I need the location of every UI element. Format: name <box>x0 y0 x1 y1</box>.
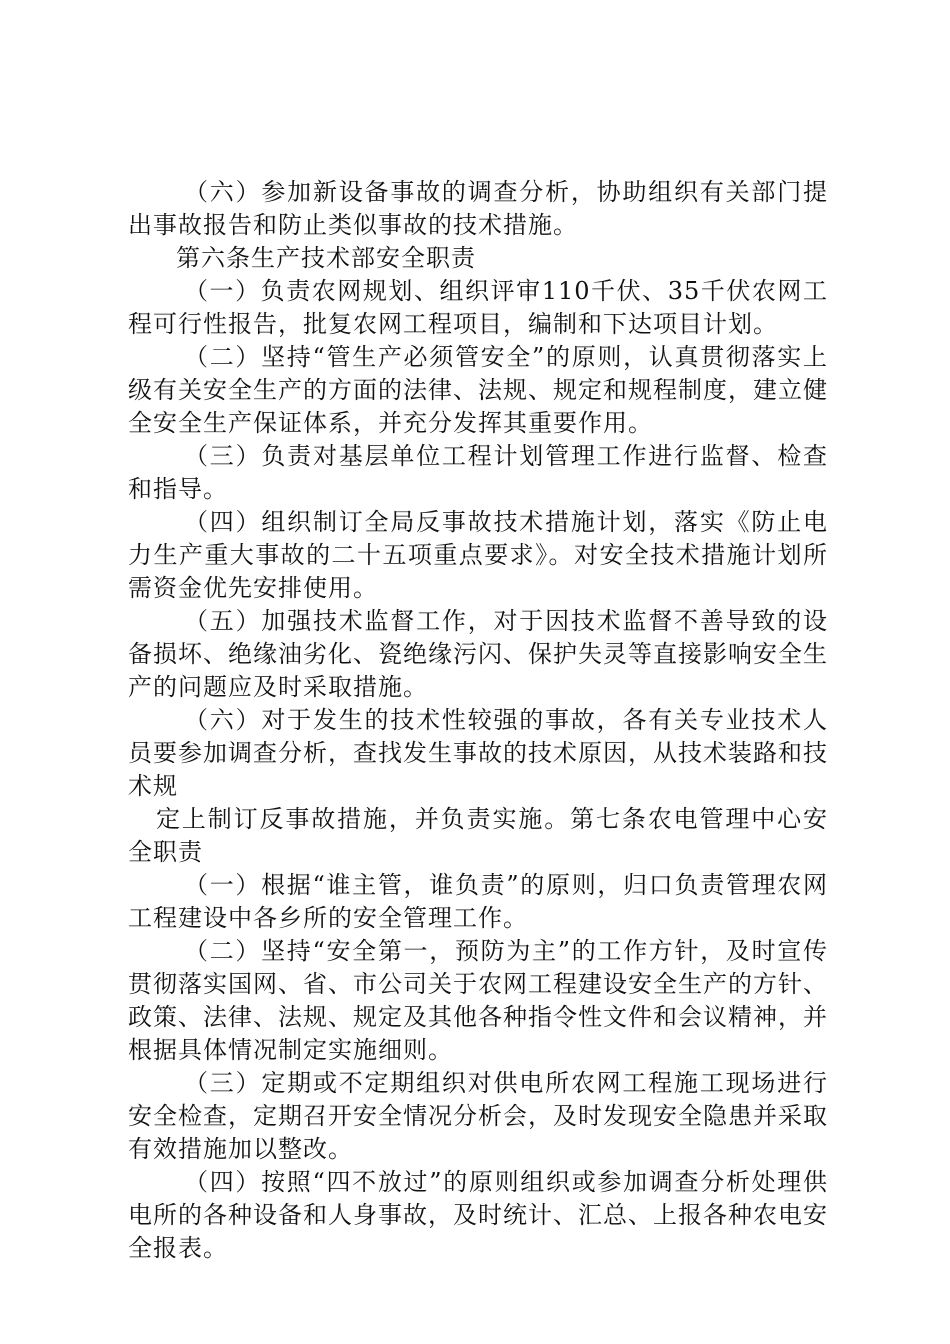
paragraph-one-planning: （一）负责农网规划、组织评审110千伏、35千伏农网工程可行性报告，批复农网工程项目，编制和下达项目计划。 <box>128 277 828 338</box>
paragraph-three-supervision: （三）负责对基层单位工程计划管理工作进行监督、检查和指导。 <box>128 442 828 503</box>
paragraph-continuation-article-seven: 定上制订反事故措施，并负责实施。第七条农电管理中心安全职责 <box>128 805 828 866</box>
paragraph-four-anti-accident: （四）组织制订全局反事故技术措施计划，落实《防止电力生产重大事故的二十五项重点要求》。对安全技术措施计划所需资金优先安排使用。 <box>128 508 828 602</box>
paragraph-three-inspection: （三）定期或不定期组织对供电所农网工程施工现场进行安全检查，定期召开安全情况分析会，及时发现安全隐患并采取有效措施加以整改。 <box>128 1069 828 1163</box>
document-body <box>128 176 828 1265</box>
paragraph-one-responsibility: （一）根据“谁主管，谁负责”的原则，归口负责管理农网工程建设中各乡所的安全管理工作。 <box>128 871 828 932</box>
article-six-heading: 第六条生产技术部安全职责 <box>176 244 476 272</box>
paragraph-two-safety-first: （二）坚持“安全第一，预防为主”的工作方针，及时宣传贯彻落实国网、省、市公司关于农网工程建设安全生产的方针、政策、法律、法规、规定及其他各种指令性文件和会议精神，并根据具体情况制定实施细则。 <box>128 937 828 1064</box>
paragraph-four-four-not-pass: （四）按照“四不放过”的原则组织或参加调查分析处理供电所的各种设备和人身事故，及时统计、汇总、上报各种农电安全报表。 <box>128 1168 828 1262</box>
paragraph-six-equipment-accident: （六）参加新设备事故的调查分析，协助组织有关部门提出事故报告和防止类似事故的技术措施。 <box>128 178 828 239</box>
paragraph-two-safety-principle: （二）坚持“管生产必须管安全”的原则，认真贯彻落实上级有关安全生产的方面的法律、法规、规定和规程制度，建立健全安全生产保证体系，并充分发挥其重要作用。 <box>128 343 828 437</box>
paragraph-six-technical-accident: （六）对于发生的技术性较强的事故，各有关专业技术人员要参加调查分析，查找发生事故的技术原因，从技术装路和技术规 <box>128 706 828 800</box>
paragraph-five-technical-supervision: （五）加强技术监督工作，对于因技术监督不善导致的设备损坏、绝缘油劣化、瓷绝缘污闪、保护失灵等直接影响安全生产的问题应及时采取措施。 <box>128 607 828 701</box>
